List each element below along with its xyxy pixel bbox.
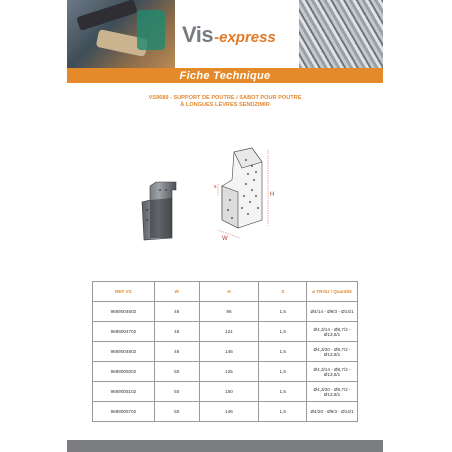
cell-w: 50 (154, 362, 199, 382)
cell-w: 50 (154, 402, 199, 422)
col-header-w: W (154, 282, 199, 302)
cell-ref: 9689005002 (93, 362, 155, 382)
drawing-label-s: s (214, 184, 217, 190)
technical-drawing (212, 140, 292, 242)
table-row (93, 402, 358, 422)
cell-w: 46 (154, 322, 199, 342)
product-title (67, 95, 383, 109)
cell-w: 46 (154, 302, 199, 322)
header (67, 0, 383, 68)
cell-h: 125 (199, 362, 259, 382)
table-row (93, 302, 358, 322)
cell-ref: 9689004702 (93, 322, 155, 342)
cell-holes: Ø4,3/20 - Ø8,7/2 - Ø13,8/1 (307, 382, 358, 402)
product-photo (138, 180, 178, 242)
specs-table (92, 281, 358, 422)
drawing-label-w: W (222, 236, 228, 242)
col-header-h: H (199, 282, 259, 302)
cell-h: 146 (199, 342, 259, 362)
cell-s: 1,5 (259, 382, 307, 402)
product-title-line2: À LONGUES LÈVRES SENDZIMIR (180, 102, 270, 108)
cell-h: 150 (199, 382, 259, 402)
cell-h: 121 (199, 322, 259, 342)
product-title-line1: VS9689 - SUPPORT DE POUTRE / SABOT POUR POUTRE (148, 95, 302, 101)
cell-h: 146 (199, 402, 259, 422)
footer-bar (67, 440, 383, 452)
cell-s: 1,5 (259, 342, 307, 362)
table-row (93, 342, 358, 362)
table-row (93, 382, 358, 402)
cell-w: 50 (154, 382, 199, 402)
cell-holes: Ø4/20 - Ø9/3 - Ø14/1 (307, 402, 358, 422)
header-screws-photo (299, 0, 383, 68)
cell-s: 1,5 (259, 402, 307, 422)
cell-w: 46 (154, 342, 199, 362)
cell-ref: 9689004802 (93, 342, 155, 362)
cell-s: 1,5 (259, 322, 307, 342)
table-header-row (93, 282, 358, 302)
cell-holes: Ø4,3/14 - Ø8,7/2 - Ø13,8/1 (307, 322, 358, 342)
title-band (67, 68, 383, 83)
cell-ref: 9689005702 (93, 402, 155, 422)
cell-holes: Ø4/14 - Ø9/3 - Ø14/1 (307, 302, 358, 322)
table-row (93, 322, 358, 342)
cell-ref: 9689004602 (93, 302, 155, 322)
cell-holes: Ø4,3/14 - Ø8,7/2 - Ø13,8/1 (307, 362, 358, 382)
drawing-label-h: H (270, 192, 275, 198)
cell-s: 1,5 (259, 302, 307, 322)
logo-main-text: Vis (182, 22, 214, 47)
header-tools-photo (67, 0, 175, 68)
col-header-holes: ø TROU / Quantité (307, 282, 358, 302)
cell-h: 96 (199, 302, 259, 322)
table-row (93, 362, 358, 382)
col-header-ref: REF VS (93, 282, 155, 302)
cell-ref: 9689005102 (93, 382, 155, 402)
band-title: Fiche Technique (179, 69, 271, 82)
cell-holes: Ø4,3/20 - Ø8,7/2 - Ø13,8/1 (307, 342, 358, 362)
brand-logo[interactable] (182, 22, 276, 46)
cell-s: 1,5 (259, 362, 307, 382)
col-header-s: S (259, 282, 307, 302)
logo-sub-text: -express (214, 29, 276, 46)
